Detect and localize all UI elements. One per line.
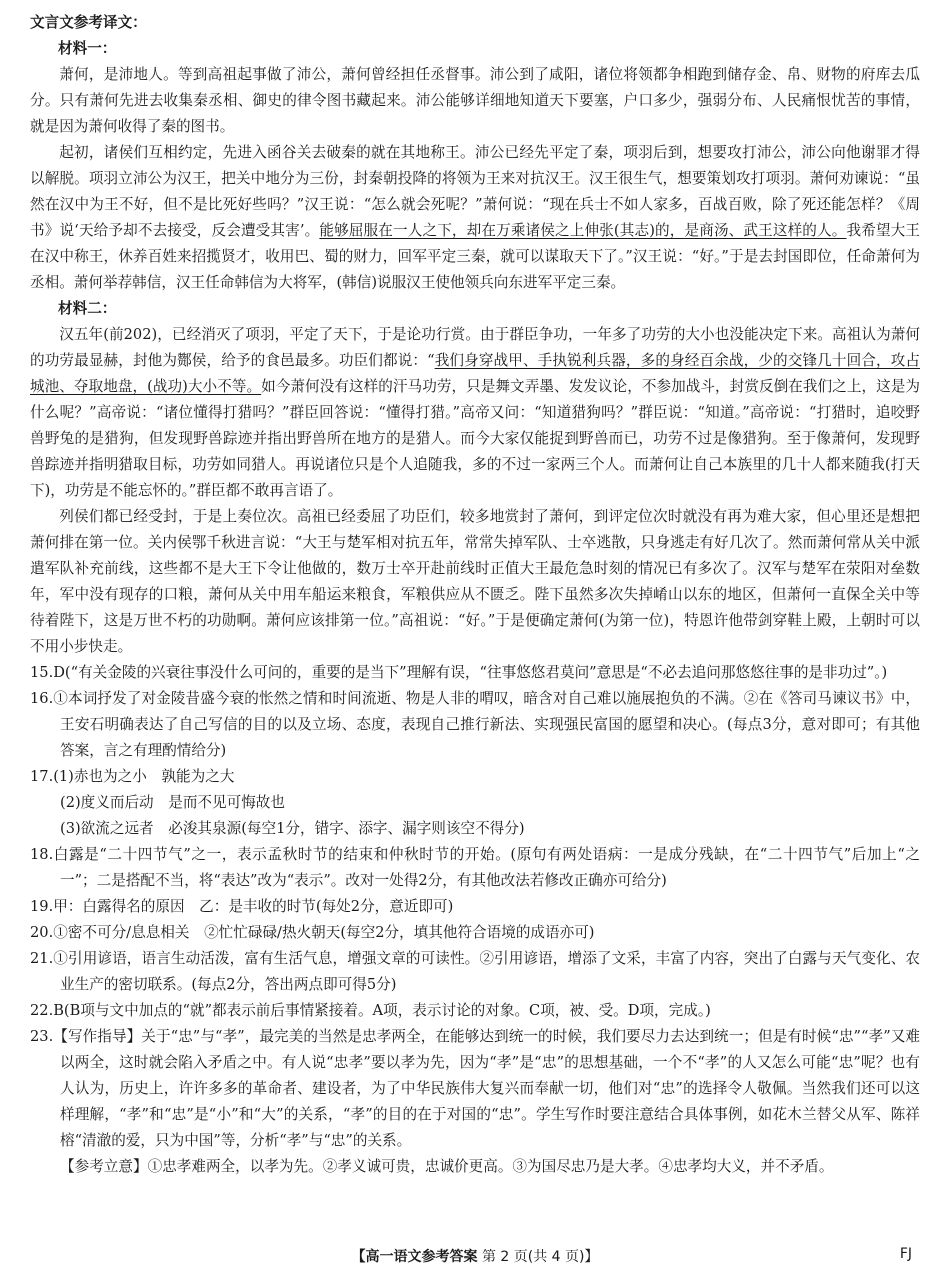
material-2-paragraph-1 — [30, 322, 920, 504]
reference-ideas: 【参考立意】①忠孝难两全，以孝为先。②孝义诚可贵，忠诚价更高。③为国尽忠乃是大孝。④忠孝均大义，并不矛盾。 — [60, 1158, 834, 1175]
answer-22: 22.B(B项与文中加点的“就”都表示前后事情紧接着。A项，表示讨论的对象。C项，被、受。D项，完成。) — [30, 1002, 711, 1019]
answer-17-1: 17.(1)赤也为之小 孰能为之大 — [30, 768, 235, 785]
answer-15: 15.D(“有关金陵的兴衰往事没什么可问的，重要的是当下”理解有误，“往事悠悠君莫问”意思是“不必去追问那悠悠往事的是非功过”。) — [30, 664, 888, 681]
footer-code: FJ — [899, 1246, 912, 1262]
text-run: 起初，诸侯们互相约定，先进入函谷关去破秦的就在其地称王。沛公已经先平定了秦，项羽后到，想要攻打沛公，沛公向他谢罪才得以解脱。项羽立沛公为汉王，把关中地分为三份，封秦朝投降的将领为王来对抗汉王。汉王很生气，想要策划攻打项羽。萧何劝谏说：“虽然在汉中为王不好，但不是比死好些吗？”汉王说：“怎么就会死呢？”萧何说：“现在兵士不如人家多，百战百败，除了死还能怎样？《周书》说‘天给予却不去接受，反会遭受其害’。 — [30, 144, 920, 239]
text-run: 我希望大王在汉中称王，休养百姓来招揽贤才，收用巴、蜀的财力，回军平定三秦，就可以谋取天下了。”汉王说：“好。”于是去封国即位，任命萧何为丞相。萧何举荐韩信，汉王任命韩信为大将军，(韩信)说服汉王使他领兵向东进军平定三秦。 — [30, 222, 921, 291]
underlined-sentence: 能够屈服在一人之下，却在万乘诸侯之上伸张(其志)的，是商汤、武王这样的人。 — [319, 222, 847, 239]
answer-23: 23.【写作指导】关于“忠”与“孝”，最完美的当然是忠孝两全，在能够达到统一的时候，我们要尽力去达到统一；但是有时候“忠”“孝”又难以两全，这时就会陷入矛盾之中。有人说“忠孝”要以孝为先，因为“孝”是“忠”的思想基础，一个不“孝”的人又怎么可能“忠”呢？也有人认为，历史上，许许多多的革命者、建设者，为了中华民族伟大复兴而奉献一切，他们对“忠”的选择令人敬佩。当然我们还可以这样理解，“孝”和“忠”是“小”和“大”的关系，“孝”的目的在于对国的“忠”。学生写作时要注意结合具体事例，如花木兰替父从军、陈祥榕“清澈的爱，只为中国”等，分析“孝”与“忠”的关系。 — [30, 1028, 920, 1149]
answer-page — [30, 10, 920, 1180]
footer-page-number: 第 2 页(共 4 页)】 — [481, 1249, 599, 1265]
text-run: 汉五年(前202)，已经消灭了项羽，平定了天下，于是论功行赏。由于群臣争功，一年多了功劳的大小也没能决定下来。高祖认为萧何的功劳最显赫，封他为酂侯，给予的食邑最多。功臣们都说：“ — [30, 326, 920, 369]
answer-20: 20.①密不可分/息息相关 ②忙忙碌碌/热火朝天(每空2分，填其他符合语境的成语亦可) — [30, 924, 595, 941]
answer-21: 21.①引用谚语，语言生动活泼，富有生活气息，增强文章的可读性。②引用谚语，增添了文采，丰富了内容，突出了白露与天气变化、农业生产的密切联系。(每点2分，答出两点即可得5分) — [30, 950, 920, 993]
material-1-paragraph-1: 萧何，是沛地人。等到高祖起事做了沛公，萧何曾经担任丞督事。沛公到了咸阳，诸位将领都争相跑到储存金、帛、财物的府库去瓜分。只有萧何先进去收集秦丞相、御史的律令图书藏起来。沛公能够详细地知道天下要塞，户口多少，强弱分布、人民痛恨忧苦的事情，就是因为萧何收得了秦的图书。 — [30, 66, 920, 135]
underlined-sentence: 我们身穿战甲、手执锐利兵器，多的身经百余战，少的交锋几十回合，攻占城池、夺取地盘，(战功)大小不等。 — [30, 352, 920, 395]
answer-19: 19.甲：白露得名的原因 乙：是丰收的时节(每处2分，意近即可) — [30, 898, 454, 915]
material-1-title: 材料一： — [58, 40, 117, 57]
answer-17-2: (2)度义而后动 是而不见可悔故也 — [60, 794, 285, 811]
material-2-paragraph-2: 列侯们都已经受封，于是上奏位次。高祖已经委屈了功臣们，较多地赏封了萧何，到评定位次时就没有再为难大家，但心里还是想把萧何排在第一位。关内侯鄂千秋进言说：“大王与楚军相对抗五年，常常失掉军队、士卒逃散，只身逃走有好几次了。然而萧何常从关中派遣军队补充前线，这些都不是大王下令让他做的，数万士卒开赴前线时正值大王最危急时刻的情况已有多次了。汉军与楚军在荥阳对垒数年，军中没有现存的口粮，萧何从关中用车船运来粮食，军粮供应从不匮乏。陛下虽然多次失掉崤山以东的地区，但萧何一直保全关中等待着陛下，这是万世不朽的功勋啊。萧何应该排第一位。”高祖说：“好。”于是便确定萧何(为第一位)，特恩许他带剑穿鞋上殿，上朝时可以不用小步快走。 — [30, 508, 920, 655]
text-run: 如今萧何没有这样的汗马功劳，只是舞文弄墨、发发议论，不参加战斗，封赏反倒在我们之上，这是为什么呢？”高帝说：“诸位懂得打猎吗？”群臣回答说：“懂得打猎。”高帝又问：“知道猎狗吗？”群臣说：“知道。”高帝说：“打猎时，追咬野兽野兔的是猎狗，但发现野兽踪迹并指出野兽所在地方的是猎人。而今大家仅能捉到野兽而已，功劳不过是像猎狗。至于像萧何，发现野兽踪迹并指明猎取目标，功劳如同猎人。再说诸位只是个人追随我，多的不过一家两三个人。而萧何让自己本族里的几十人都来随我(打天下)，功劳是不能忘怀的。”群臣都不敢再言语了。 — [30, 378, 920, 499]
translation-heading: 文言文参考译文： — [30, 14, 147, 31]
answer-17-3: (3)欲流之远者 必浚其泉源(每空1分，错字、添字、漏字则该空不得分) — [60, 820, 525, 837]
answer-16: 16.①本词抒发了对金陵昔盛今衰的怅然之情和时间流逝、物是人非的喟叹，暗含对自己难以施展抱负的不满。②在《答司马谏议书》中，王安石明确表达了自己写信的目的以及立场、态度，表现自己推行新法、实现强民富国的愿望和决心。(每点3分，意对即可；有其他答案，言之有理酌情给分) — [30, 690, 920, 759]
page-footer — [0, 1246, 950, 1266]
material-2-title: 材料二： — [58, 300, 117, 317]
answer-18: 18.白露是“二十四节气”之一，表示孟秋时节的结束和仲秋时节的开始。(原句有两处语病：一是成分残缺，在“二十四节气”后加上“之一”；二是搭配不当，将“表达”改为“表示”。改对一处得2分，有其他改法若修改正确亦可给分) — [30, 846, 920, 889]
material-1-paragraph-2 — [30, 140, 920, 296]
footer-title: 【高一语文参考答案 — [351, 1249, 478, 1265]
